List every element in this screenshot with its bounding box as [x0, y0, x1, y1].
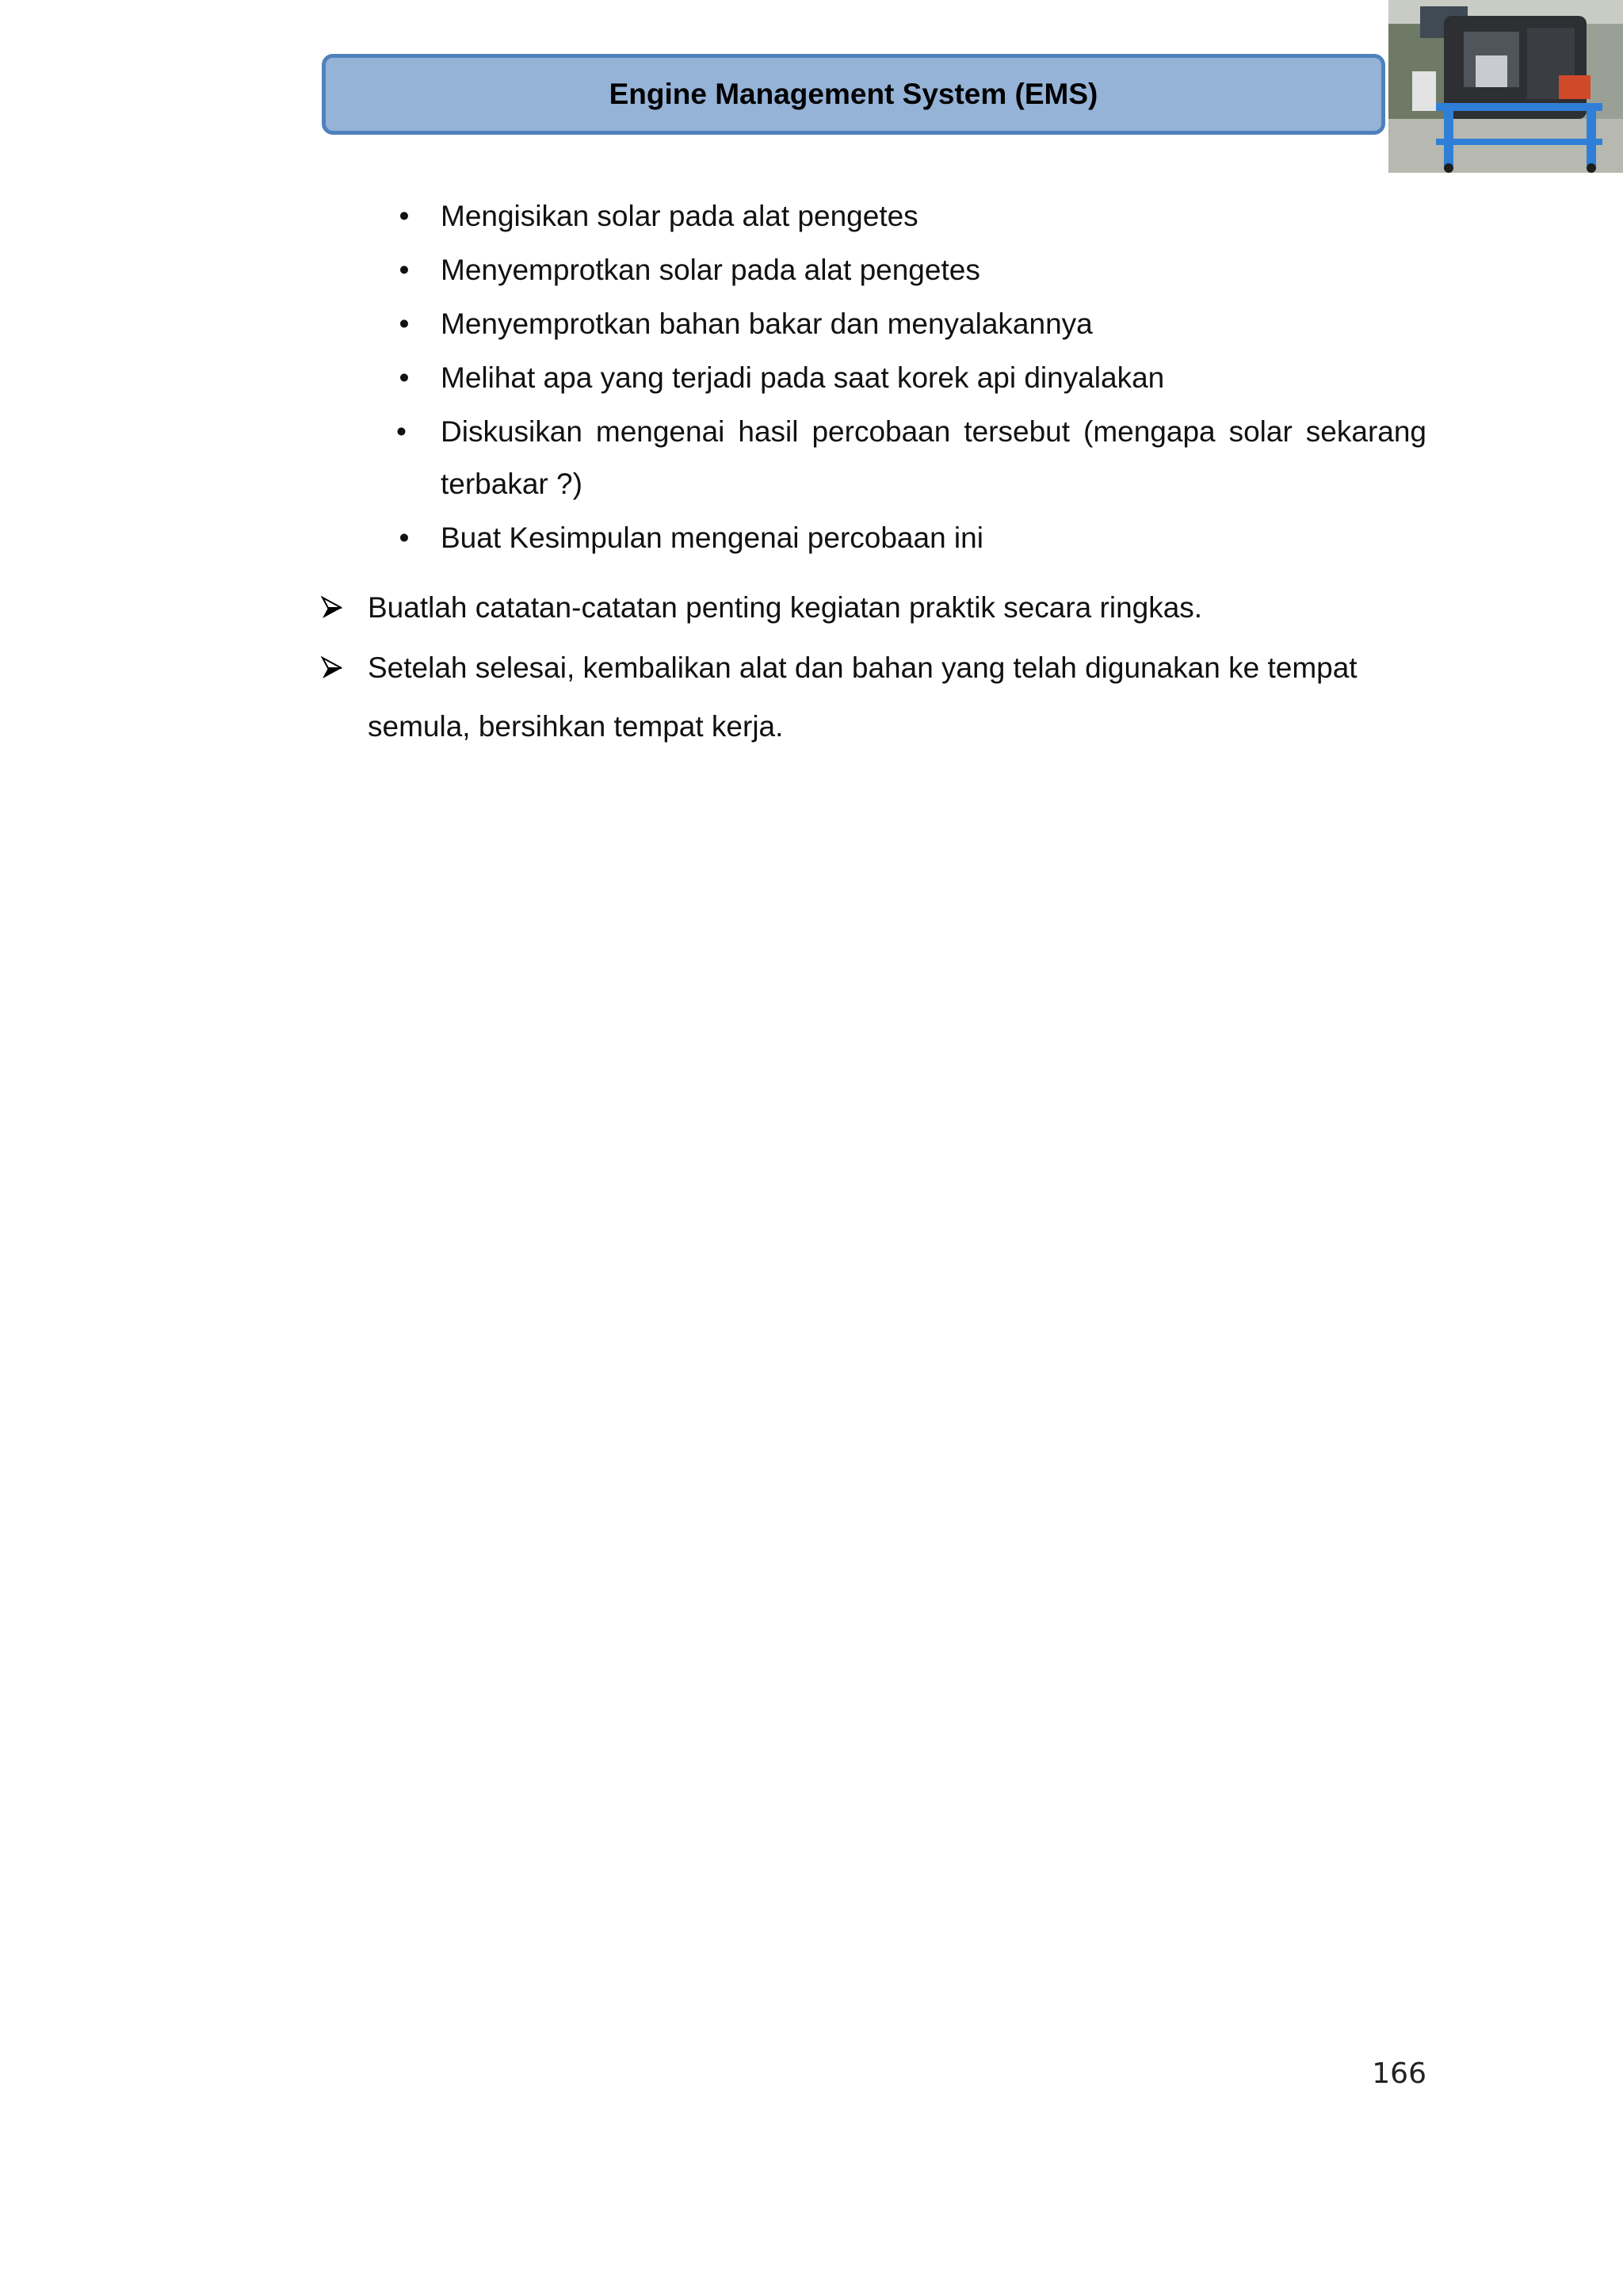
list-item-text: Melihat apa yang terjadi pada saat korek api dinyalakan: [441, 361, 1165, 394]
list-item: [399, 352, 1426, 404]
list-item: [399, 512, 1426, 564]
bullet-icon: •: [399, 200, 410, 232]
list-item: [399, 190, 1426, 243]
list-item: [396, 406, 1426, 510]
list-item: [399, 298, 1426, 350]
list-item-text: Mengisikan solar pada alat pengetes: [441, 200, 918, 232]
list-item-text: Diskusikan mengenai hasil percobaan tersebut (mengapa solar sekarang terbakar ?): [441, 415, 1426, 500]
header-banner: [322, 54, 1385, 135]
list-item-text: Menyemprotkan bahan bakar dan menyalakannya: [441, 308, 1093, 340]
arrow-bullet-icon: [320, 656, 344, 680]
page-number: 166: [1372, 2057, 1426, 2090]
arrow-bullet-icon: [320, 596, 344, 620]
instruction-text: Setelah selesai, kembalikan alat dan bahan yang telah digunakan ke tempat semula, bersihkan tempat kerja.: [368, 651, 1358, 743]
bullet-icon: •: [399, 361, 410, 394]
bullet-icon: •: [399, 254, 410, 286]
instruction-text: Buatlah catatan-catatan penting kegiatan praktik secara ringkas.: [368, 591, 1203, 624]
instruction-item: [368, 639, 1430, 756]
list-item: [399, 244, 1426, 296]
list-item-text: Buat Kesimpulan mengenai percobaan ini: [441, 521, 983, 554]
engine-stand-illustration: [1388, 0, 1623, 173]
bullet-icon: •: [399, 521, 410, 554]
list-item-text: Menyemprotkan solar pada alat pengetes: [441, 254, 980, 286]
bullet-icon: •: [399, 308, 410, 340]
engine-stand-photo: [1388, 0, 1623, 173]
bullet-icon: •: [396, 415, 407, 448]
page-header-title: Engine Management System (EMS): [609, 78, 1098, 110]
instruction-item: [368, 579, 1430, 637]
